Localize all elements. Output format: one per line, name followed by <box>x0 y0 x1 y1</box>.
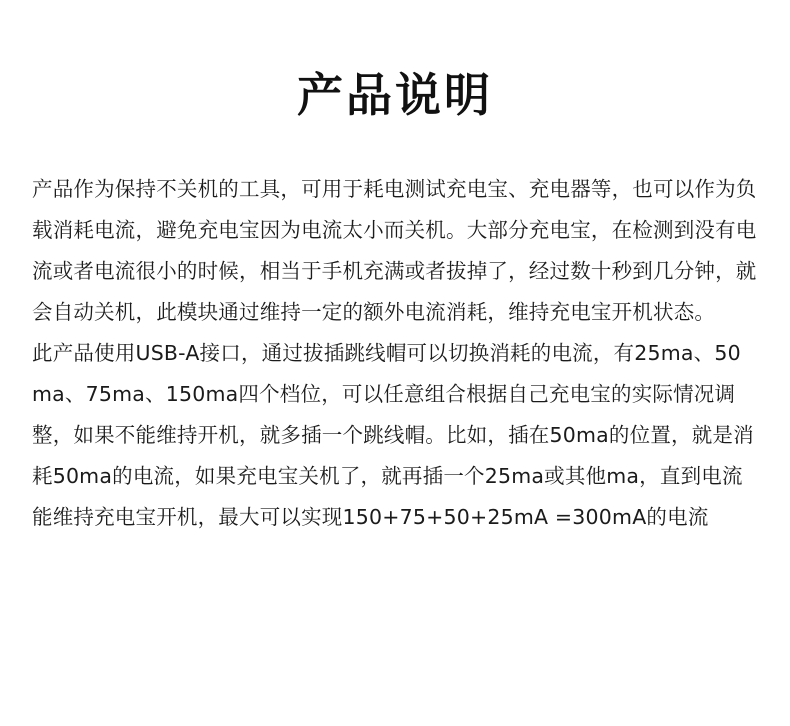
page-title: 产品说明 <box>297 68 493 122</box>
description-body <box>0 169 790 538</box>
paragraph-2: 此产品使用USB-A接口，通过拔插跳线帽可以切换消耗的电流，有25ma、50ma、75ma、150ma四个档位，可以任意组合根据自己充电宝的实际情况调整，如果不能维持开机，就多插一个跳线帽。比如，插在50ma的位置，就是消耗50ma的电流，如果充电宝关机了，就再插一个25ma或其他ma，直到电流能维持充电宝开机，最大可以实现150+75+50+25mA =300mA的电流 <box>32 340 754 529</box>
paragraph-1: 产品作为保持不关机的工具，可用于耗电测试充电宝、充电器等，也可以作为负载消耗电流，避免充电宝因为电流太小而关机。大部分充电宝，在检测到没有电流或者电流很小的时候，相当于手机充满或者拔掉了，经过数十秒到几分钟，就会自动关机，此模块通过维持一定的额外电流消耗，维持充电宝开机状态。 <box>32 176 757 324</box>
